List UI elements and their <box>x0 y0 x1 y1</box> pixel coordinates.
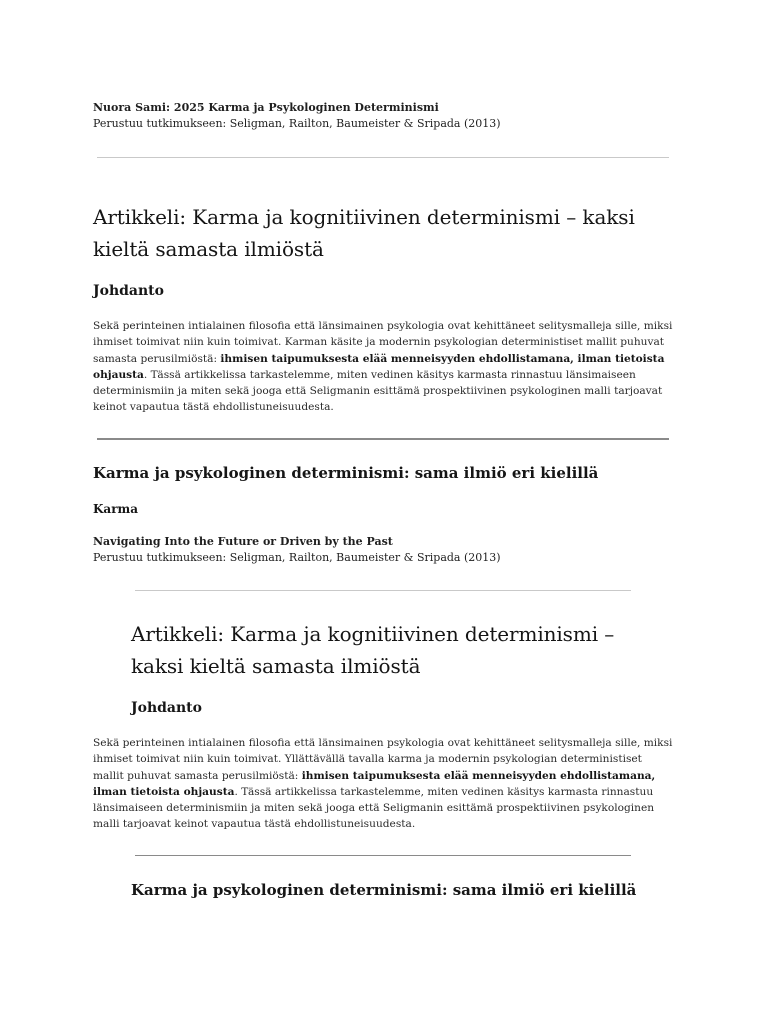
document-author-title: Nuora Sami: 2025 Karma ja Psykologinen Determinismi <box>93 101 439 114</box>
article-title: Artikkeli: Karma ja kognitiivinen determinismi – kaksi kieltä samasta ilmiöstä <box>131 622 615 678</box>
intro-heading: Johdanto <box>93 283 164 299</box>
divider <box>135 855 631 856</box>
section-heading: Karma ja psykologinen determinismi: sama ilmiö eri kielillä <box>131 881 637 899</box>
article-1 <box>93 201 683 265</box>
divider <box>135 590 631 591</box>
intro-paragraph: Sekä perinteinen intialainen filosofia että länsimainen psykologia ovat kehittäneet selitysmalleja sille, miksi ihmiset toimivat niin kuin toimivat. Yllättävällä tavalla karma ja modernin psykologian deterministiset mallit puhuvat samasta perusilmiöstä: ihmisen taipumuksesta elää menneisyyden ehdollistamana, ilman tietoista ohjausta. Tässä artikkelissa tarkastelemme, miten vedinen käsitys karmasta rinnastuu länsimaiseen determinismiin ja miten sekä jooga että Seligmanin esittämä prospektiivinen psykologinen malli tarjoavat keinot vapautua tästä ehdollistuneisuudesta. <box>93 737 673 831</box>
divider <box>97 157 669 158</box>
intro-emphasis: ihmisen taipumuksesta elää menneisyyden ehdollistamana, ilman tietoista ohjausta <box>93 769 656 798</box>
document-header <box>93 100 693 132</box>
section-heading: Karma ja psykologinen determinismi: sama ilmiö eri kielillä <box>93 464 599 482</box>
document-source: Perustuu tutkimukseen: Seligman, Railton, Baumeister & Sripada (2013) <box>93 117 501 130</box>
article-2 <box>131 618 631 682</box>
reference-source: Perustuu tutkimukseen: Seligman, Railton, Baumeister & Sripada (2013) <box>93 551 501 564</box>
reference-title: Navigating Into the Future or Driven by the Past <box>93 535 393 548</box>
reference-block <box>93 534 693 566</box>
subheading-karma: Karma <box>93 502 138 516</box>
intro-emphasis: ihmisen taipumuksesta elää menneisyyden ehdollistamana, ilman tietoista ohjausta <box>93 352 665 381</box>
divider <box>97 438 669 440</box>
intro-heading: Johdanto <box>131 700 202 716</box>
intro-paragraph: Sekä perinteinen intialainen filosofia että länsimainen psykologia ovat kehittäneet selitysmalleja sille, miksi ihmiset toimivat niin kuin toimivat. Karman käsite ja modernin psykologian deterministiset mallit puhuvat samasta perusilmiöstä: ihmisen taipumuksesta elää menneisyyden ehdollistamana, ilman tietoista ohjausta. Tässä artikkelissa tarkastelemme, miten vedinen käsitys karmasta rinnastuu länsimaiseen determinismiin ja miten sekä jooga että Seligmanin esittämä prospektiivinen psykologinen malli tarjoavat keinot vapautua tästä ehdollistuneisuudesta. <box>93 320 673 414</box>
article-title: Artikkeli: Karma ja kognitiivinen determinismi – kaksi kieltä samasta ilmiöstä <box>93 205 635 261</box>
